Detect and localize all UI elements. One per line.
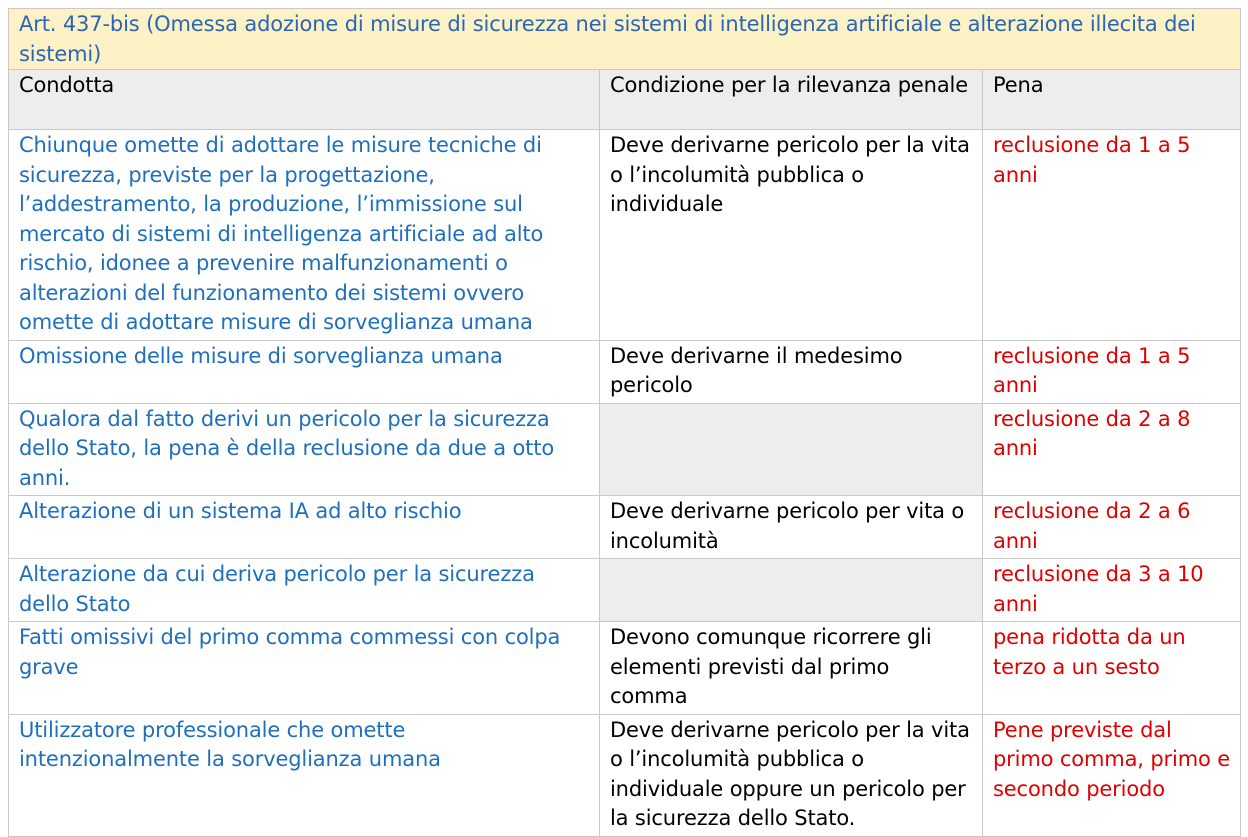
table-title: Art. 437-bis (Omessa adozione di misure di sicurezza nei sistemi di intelligenza artificiale e alterazione illecita dei sistemi)	[9, 9, 1241, 70]
document-page	[8, 8, 1240, 837]
cell-condotta: Alterazione da cui deriva pericolo per la sicurezza dello Stato	[9, 559, 600, 622]
title-row	[9, 9, 1241, 70]
cell-pena: reclusione da 3 a 10 anni	[983, 559, 1241, 622]
cell-condotta: Utilizzatore professionale che omette intenzionalmente la sorveglianza umana	[9, 714, 600, 836]
cell-condotta: Fatti omissivi del primo comma commessi con colpa grave	[9, 622, 600, 715]
table-row	[9, 340, 1241, 403]
table-row	[9, 559, 1241, 622]
cell-condizione: Deve derivarne pericolo per vita o incolumità	[600, 496, 983, 559]
table-row	[9, 403, 1241, 496]
header-condizione: Condizione per la rilevanza penale	[600, 70, 983, 130]
table-row	[9, 714, 1241, 836]
cell-condizione-empty	[600, 403, 983, 496]
cell-condizione-empty	[600, 559, 983, 622]
cell-condizione: Deve derivarne pericolo per la vita o l’incolumità pubblica o individuale oppure un pericolo per la sicurezza dello Stato.	[600, 714, 983, 836]
header-pena: Pena	[983, 70, 1241, 130]
cell-condizione: Devono comunque ricorrere gli elementi previsti dal primo comma	[600, 622, 983, 715]
cell-condizione: Deve derivarne pericolo per la vita o l’incolumità pubblica o individuale	[600, 130, 983, 341]
cell-pena: reclusione da 1 a 5 anni	[983, 130, 1241, 341]
cell-pena: reclusione da 2 a 6 anni	[983, 496, 1241, 559]
cell-condotta: Qualora dal fatto derivi un pericolo per la sicurezza dello Stato, la pena è della reclusione da due a otto anni.	[9, 403, 600, 496]
cell-pena: reclusione da 2 a 8 anni	[983, 403, 1241, 496]
cell-pena: reclusione da 1 a 5 anni	[983, 340, 1241, 403]
table-row	[9, 496, 1241, 559]
header-row	[9, 70, 1241, 130]
table-row	[9, 622, 1241, 715]
cell-condotta: Alterazione di un sistema IA ad alto rischio	[9, 496, 600, 559]
cell-condizione: Deve derivarne il medesimo pericolo	[600, 340, 983, 403]
penalty-table	[8, 8, 1241, 837]
table-row	[9, 130, 1241, 341]
cell-condotta: Chiunque omette di adottare le misure tecniche di sicurezza, previste per la progettazione, l’addestramento, la produzione, l’immissione sul mercato di sistemi di intelligenza artificiale ad alto rischio, idonee a prevenire malfunzionamenti o alterazioni del funzionamento dei sistemi ovvero omette di adottare misure di sorveglianza umana	[9, 130, 600, 341]
header-condotta: Condotta	[9, 70, 600, 130]
cell-pena: Pene previste dal primo comma, primo e secondo periodo	[983, 714, 1241, 836]
cell-condotta: Omissione delle misure di sorveglianza umana	[9, 340, 600, 403]
cell-pena: pena ridotta da un terzo a un sesto	[983, 622, 1241, 715]
